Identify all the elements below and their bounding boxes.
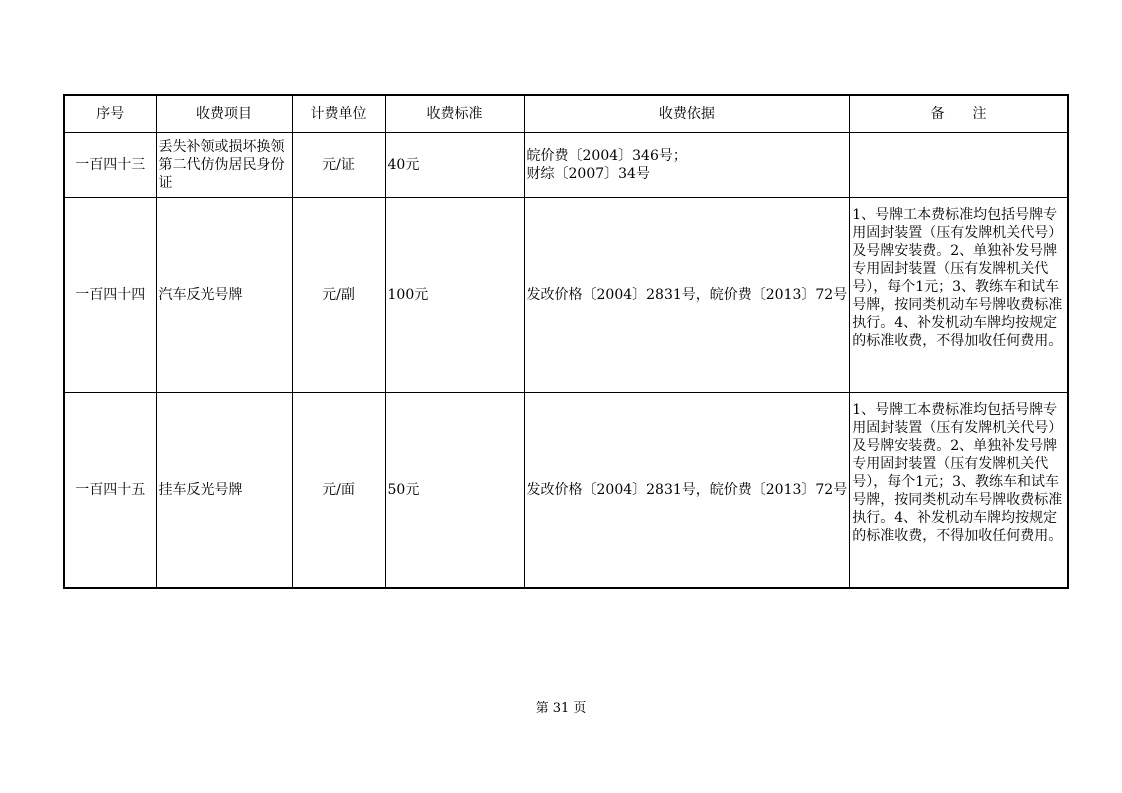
cell-item: 汽车反光号牌 [156,198,292,393]
cell-seq: 一百四十四 [64,198,156,393]
cell-seq: 一百四十五 [64,393,156,589]
fee-table [63,94,1069,589]
header-basis: 收费依据 [524,95,850,133]
cell-basis: 发改价格〔2004〕2831号，皖价费〔2013〕72号 [524,393,850,589]
cell-unit: 元/副 [292,198,385,393]
header-standard: 收费标准 [385,95,524,133]
cell-item: 挂车反光号牌 [156,393,292,589]
note-text: 1、号牌工本费标准均包括号牌专用固封装置（压有发牌机关代号）及号牌安装费。2、单独补发号牌专用固封装置（压有发牌机关代号），每个1元；3、教练车和试车号牌，按同类机动车号牌收费标准执行。4、补发机动车牌均按规定的标准收费，不得加收任何费用。 [852,207,1063,349]
cell-standard: 100元 [385,198,524,393]
note-text: 1、号牌工本费标准均包括号牌专用固封装置（压有发牌机关代号）及号牌安装费。2、单独补发号牌专用固封装置（压有发牌机关代号），每个1元；3、教练车和试车号牌，按同类机动车号牌收费标准执行。4、补发机动车牌均按规定的标准收费，不得加收任何费用。 [852,402,1063,544]
header-seq: 序号 [64,95,156,133]
cell-note [850,393,1068,589]
table-row [64,133,1068,198]
cell-standard: 50元 [385,393,524,589]
page-number: 第 31 页 [535,701,587,716]
cell-unit: 元/证 [292,133,385,198]
cell-item: 丢失补领或损坏换领第二代仿伪居民身份证 [156,133,292,198]
header-note: 备 注 [850,95,1068,133]
header-unit: 计费单位 [292,95,385,133]
cell-note [850,198,1068,393]
cell-basis: 皖价费〔2004〕346号； 财综〔2007〕34号 [524,133,850,198]
cell-unit: 元/面 [292,393,385,589]
header-item: 收费项目 [156,95,292,133]
cell-note [850,133,1068,198]
table-header-row [64,95,1068,133]
cell-seq: 一百四十三 [64,133,156,198]
cell-standard: 40元 [385,133,524,198]
table-row [64,198,1068,393]
table-row [64,393,1068,589]
cell-basis: 发改价格〔2004〕2831号，皖价费〔2013〕72号 [524,198,850,393]
